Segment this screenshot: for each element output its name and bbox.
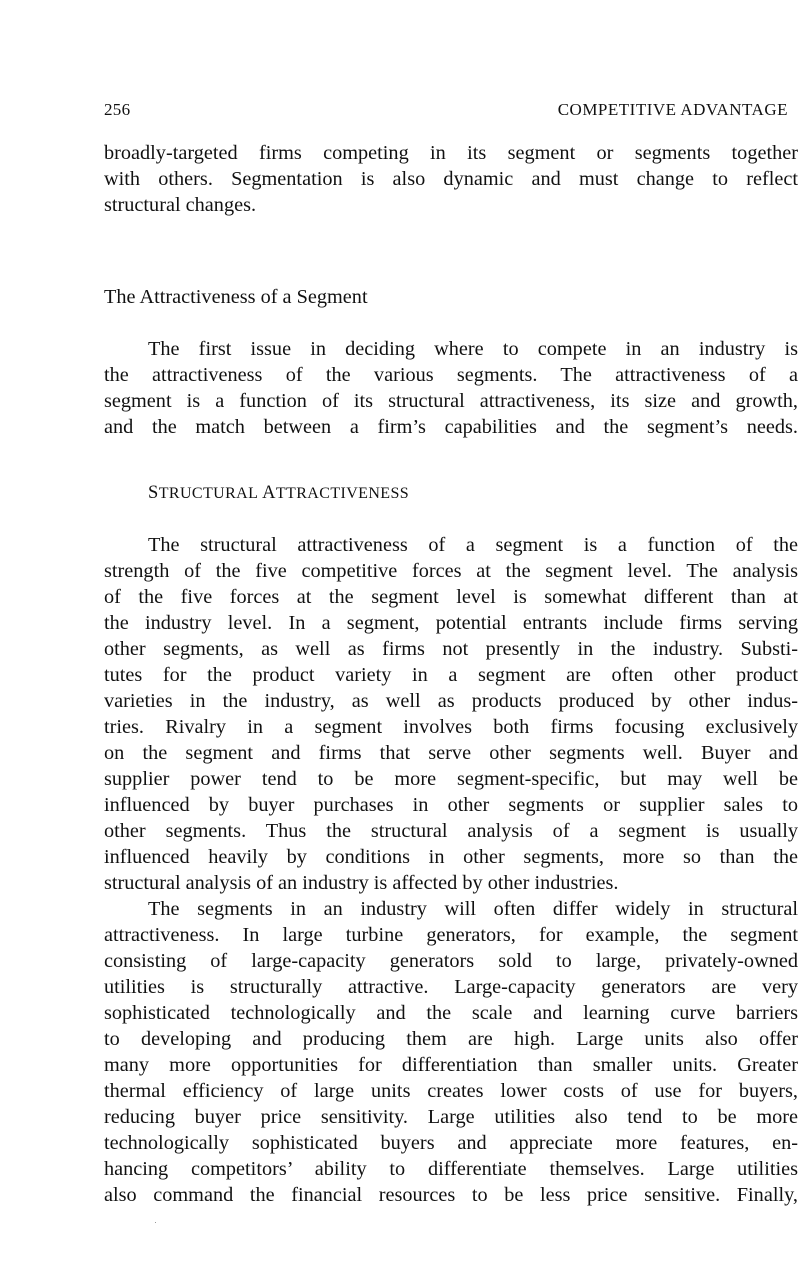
text-line: The structural attractiveness of a segment is a function of the (148, 534, 798, 556)
text-line: the industry level. In a segment, potential entrants include firms serving (104, 612, 798, 634)
section-heading: The Attractiveness of a Segment (104, 286, 368, 308)
text-line: tutes for the product variety in a segment are often other product (104, 664, 798, 686)
running-head (104, 100, 798, 124)
text-line: other segments. Thus the structural analysis of a segment is usually (104, 820, 798, 842)
text-line: with others. Segmentation is also dynamic and must change to reflect (104, 168, 798, 190)
text-line: to developing and producing them are high. Large units also offer (104, 1028, 798, 1050)
running-title: COMPETITIVE ADVANTAGE (557, 100, 788, 119)
text-line: structural changes. (104, 194, 257, 216)
small-caps-rest: TTRACTIVENESS (275, 485, 410, 502)
text-line: many more opportunities for differentiation than smaller units. Greater (104, 1054, 798, 1076)
text-line: technologically sophisticated buyers and appreciate more features, en- (104, 1132, 798, 1154)
opening-paragraph (104, 140, 798, 218)
text-line: reducing buyer price sensitivity. Large utilities also tend to be more (104, 1106, 798, 1128)
text-line: hancing competitors’ ability to differentiate themselves. Large utilities (104, 1158, 798, 1180)
section-paragraph (104, 336, 798, 440)
small-caps-rest: TRUCTURAL (158, 485, 263, 502)
subsection-heading (148, 482, 409, 505)
subsection-paragraph-2 (104, 896, 798, 1208)
text-line: broadly-targeted firms competing in its segment or segments together (104, 142, 798, 164)
text-line: attractiveness. In large turbine generators, for example, the segment (104, 924, 798, 946)
text-line: segment is a function of its structural attractiveness, its size and growth, (104, 390, 798, 412)
text-line: strength of the five competitive forces at the segment level. The analysis (104, 560, 798, 582)
text-line: on the segment and firms that serve other segments well. Buyer and (104, 742, 798, 764)
text-line: other segments, as well as firms not presently in the industry. Substi- (104, 638, 798, 660)
page-number: 256 (104, 100, 131, 119)
text-line: thermal efficiency of large units creates lower costs of use for buyers, (104, 1080, 798, 1102)
text-line: structural analysis of an industry is affected by other industries. (104, 872, 619, 894)
text-line: influenced by buyer purchases in other segments or supplier sales to (104, 794, 798, 816)
text-line: varieties in the industry, as well as products produced by other indus- (104, 690, 798, 712)
small-caps-initial: A (262, 483, 276, 503)
text-line: of the five forces at the segment level is somewhat different than at (104, 586, 798, 608)
text-line: The segments in an industry will often differ widely in structural (148, 898, 798, 920)
text-line: influenced heavily by conditions in other segments, more so than the (104, 846, 798, 868)
text-line: consisting of large-capacity generators sold to large, privately-owned (104, 950, 798, 972)
text-line: supplier power tend to be more segment-specific, but may well be (104, 768, 798, 790)
scan-speck (155, 1222, 156, 1223)
text-line: utilities is structurally attractive. Large-capacity generators are very (104, 976, 798, 998)
text-line: the attractiveness of the various segments. The attractiveness of a (104, 364, 798, 386)
small-caps-initial: S (148, 483, 159, 503)
text-line: tries. Rivalry in a segment involves both firms focusing exclusively (104, 716, 798, 738)
text-line: The first issue in deciding where to compete in an industry is (148, 338, 798, 360)
text-line: and the match between a firm’s capabilities and the segment’s needs. (104, 416, 798, 438)
subsection-paragraph-1 (104, 532, 798, 896)
text-line: sophisticated technologically and the scale and learning curve barriers (104, 1002, 798, 1024)
text-line: also command the financial resources to be less price sensitive. Finally, (104, 1184, 798, 1206)
